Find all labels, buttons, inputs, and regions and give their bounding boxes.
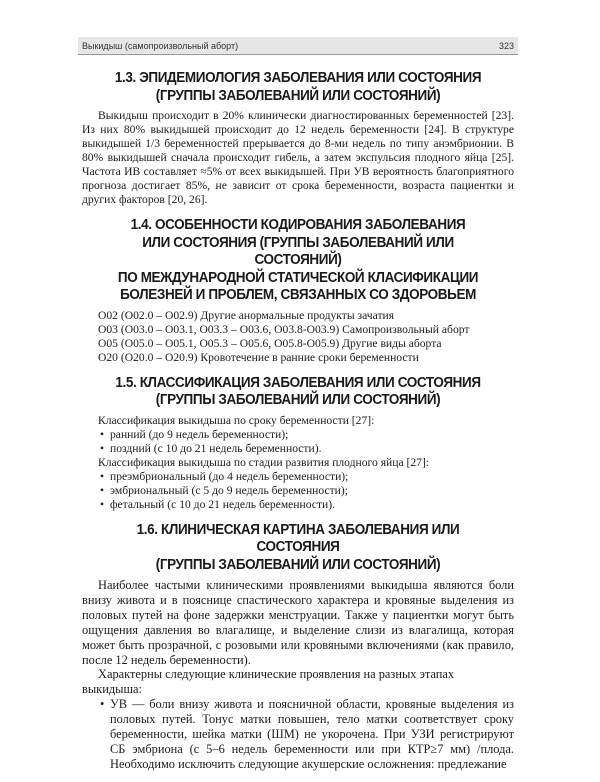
heading-line: 1.4. ОСОБЕННОСТИ КОДИРОВАНИЯ ЗАБОЛЕВАНИЯ [130,217,466,233]
section-heading-1-6 [97,522,499,575]
list-item [82,498,514,512]
icd-code-line: O20 (O20.0 – O20.9) Кровотечение в ранние сроки беременности [98,350,419,364]
heading-line: ИЛИ СОСТОЯНИЯ (ГРУППЫ ЗАБОЛЕВАНИЙ ИЛИ СОСТОЯНИЙ) [142,234,454,268]
heading-line: (ГРУППЫ ЗАБОЛЕВАНИЙ ИЛИ СОСТОЯНИЙ) [155,87,441,104]
bullet-icon: • [100,427,105,441]
bullet-icon: • [100,697,105,712]
page-content [82,70,514,782]
classification-intro-stage: Классификация выкидыша по стадии развития плодного яйца [27]: [98,455,430,469]
heading-line: 1.3. ЭПИДЕМИОЛОГИЯ ЗАБОЛЕВАНИЯ ИЛИ СОСТОЯНИЯ [114,70,482,86]
section-classification [82,375,514,512]
icd-code-line: O03 (O03.0 – O03.1, O03.3 – O03.6, O03.8-O03.9) Самопроизвольный аборт [98,322,470,336]
section-coding [82,217,514,365]
clinical-intro: Характерны следующие клинические проявления на разных этапах выкидыша: [82,667,455,697]
list-item-text: фетальный (с 10 до 21 недель беременности). [110,497,335,511]
page-number: 323 [498,40,514,51]
section-heading-1-4 [97,217,499,305]
heading-line: 1.5. КЛАССИФИКАЦИЯ ЗАБОЛЕВАНИЯ ИЛИ СОСТОЯНИЯ [115,374,481,391]
bullet-icon: • [100,469,105,483]
heading-line: 1.6. КЛИНИЧЕСКАЯ КАРТИНА ЗАБОЛЕВАНИЯ ИЛИ СОСТОЯНИЯ [136,521,460,555]
list-item-text: поздний (с 10 до 21 недель беременности). [110,441,322,455]
list-item [82,470,514,484]
clinical-paragraph: Наиболее частыми клиническими проявлениями выкидыша являются боли внизу живота и в пояснице спастического характера и кровяные выделения из половых путей на фоне задержки менструации. Также у пациентки могут быть ощущения давления во влагалище, и выделение слизи из влагалища, которая может быть прозрачной, с розовыми или кровяными включениями (как правило, после 12 недель беременности). [82,578,514,667]
heading-line: ПО МЕЖДУНАРОДНОЙ СТАТИЧЕСКОЙ КЛАСИФИКАЦИИ [117,269,479,286]
list-item-text: эмбриональный (с 5 до 9 недель беременности); [110,483,348,497]
icd-code-line: O05 (O05.0 – O05.1, O05.3 – O05.6, O05.8-O05.9) Другие виды аборта [98,336,442,350]
classification-intro-term: Классификация выкидыша по сроку беременности [27]: [98,413,375,427]
running-header [78,37,518,55]
list-item [82,697,514,772]
running-header-title: Выкидыш (самопроизвольный аборт) [82,40,239,51]
section-epidemiology [82,70,514,207]
bullet-icon: • [100,483,105,497]
bullet-icon: • [100,441,105,455]
heading-line: БОЛЕЗНЕЙ И ПРОБЛЕМ, СВЯЗАННЫХ СО ЗДОРОВЬЕМ [120,287,476,303]
list-item-text: ранний (до 9 недель беременности); [110,427,289,441]
section-heading-1-3 [97,70,499,105]
list-item [82,484,514,498]
epidemiology-paragraph: Выкидыш происходит в 20% клинически диагностированных беременностей [23]. Из них 80% выкидышей происходит до 12 недель беременности [24]. В структуре выкидышей 1/3 беременностей прерывается до 8-ми недель по типу анэмбрионии. В 80% выкидышей сначала происходит гибель, а затем экспульсия плодного яйца [25]. Частота ИВ составляет ≈5% от всех выкидышей. При УВ вероятность благоприятного прогноза достигает 85%, не зависит от срока беременности, возраста пациентки и других факторов [20, 26]. [82,109,514,206]
list-item [82,428,514,442]
icd-code-line: O02 (O02.0 – O02.9) Другие анормальные продукты зачатия [98,308,395,322]
heading-line: (ГРУППЫ ЗАБОЛЕВАНИЙ ИЛИ СОСТОЯНИЙ) [155,392,441,408]
section-heading-1-5 [97,375,499,410]
list-item-text: УВ — боли внизу живота и поясничной области, кровяные выделения из половых путей. Тонус матки повышен, тело матки соответствует сроку беременности, шейка матки (ШМ) не укорочена. При УЗИ регистрируют СБ эмбриона (с 5–6 недель беременности или при КТР≥7 мм) /плода. Необходимо исключить следующие акушерские осложнения: предлежание [110,697,514,771]
list-item-text: преэмбриональный (до 4 недель беременности); [110,469,349,483]
section-clinical-picture [82,522,514,772]
bullet-icon: • [100,497,105,511]
list-item [82,442,514,456]
heading-line: (ГРУППЫ ЗАБОЛЕВАНИЙ ИЛИ СОСТОЯНИЙ) [155,556,441,573]
